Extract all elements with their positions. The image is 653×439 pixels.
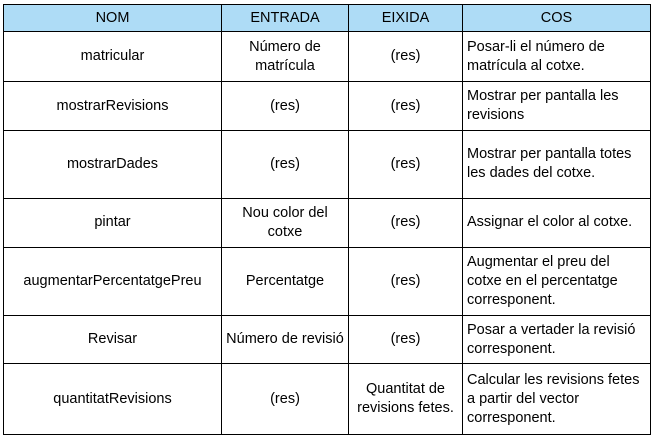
cell-eixida: (res) bbox=[349, 82, 463, 130]
cell-nom: pintar bbox=[4, 199, 222, 247]
cell-entrada: Percentatge bbox=[222, 247, 349, 316]
cell-eixida: (res) bbox=[349, 130, 463, 199]
table-row bbox=[4, 130, 651, 199]
cell-nom: augmentarPercentatgePreu bbox=[4, 247, 222, 316]
table-row bbox=[4, 364, 651, 435]
cell-eixida: Quantitat de revisions fetes. bbox=[349, 364, 463, 435]
cell-nom: matricular bbox=[4, 32, 222, 82]
cell-entrada: Nou color del cotxe bbox=[222, 199, 349, 247]
table-row bbox=[4, 32, 651, 82]
cell-eixida: (res) bbox=[349, 199, 463, 247]
cell-eixida: (res) bbox=[349, 247, 463, 316]
cell-nom: quantitatRevisions bbox=[4, 364, 222, 435]
cell-cos: Assignar el color al cotxe. bbox=[463, 199, 651, 247]
cell-nom: Revisar bbox=[4, 316, 222, 364]
cell-entrada: Número de revisió bbox=[222, 316, 349, 364]
header-entrada: ENTRADA bbox=[222, 5, 349, 32]
cell-nom: mostrarRevisions bbox=[4, 82, 222, 130]
cell-entrada: Número de matrícula bbox=[222, 32, 349, 82]
cell-cos: Calcular les revisions fetes a partir del vector corresponent. bbox=[463, 364, 651, 435]
header-nom: NOM bbox=[4, 5, 222, 32]
cell-eixida: (res) bbox=[349, 32, 463, 82]
table-header bbox=[4, 5, 651, 32]
table-row bbox=[4, 316, 651, 364]
cell-cos: Posar a vertader la revisió corresponent. bbox=[463, 316, 651, 364]
header-row bbox=[4, 5, 651, 32]
cell-entrada: (res) bbox=[222, 82, 349, 130]
cell-cos: Mostrar per pantalla totes les dades del cotxe. bbox=[463, 130, 651, 199]
cell-nom: mostrarDades bbox=[4, 130, 222, 199]
cell-cos: Augmentar el preu del cotxe en el percentatge corresponent. bbox=[463, 247, 651, 316]
header-cos: COS bbox=[463, 5, 651, 32]
cell-eixida: (res) bbox=[349, 316, 463, 364]
table-row bbox=[4, 199, 651, 247]
cell-entrada: (res) bbox=[222, 130, 349, 199]
cell-cos: Posar-li el número de matrícula al cotxe. bbox=[463, 32, 651, 82]
table-row bbox=[4, 82, 651, 130]
cell-cos: Mostrar per pantalla les revisions bbox=[463, 82, 651, 130]
table-body bbox=[4, 32, 651, 435]
cell-entrada: (res) bbox=[222, 364, 349, 435]
header-eixida: EIXIDA bbox=[349, 5, 463, 32]
table-row bbox=[4, 247, 651, 316]
methods-table bbox=[3, 4, 651, 435]
